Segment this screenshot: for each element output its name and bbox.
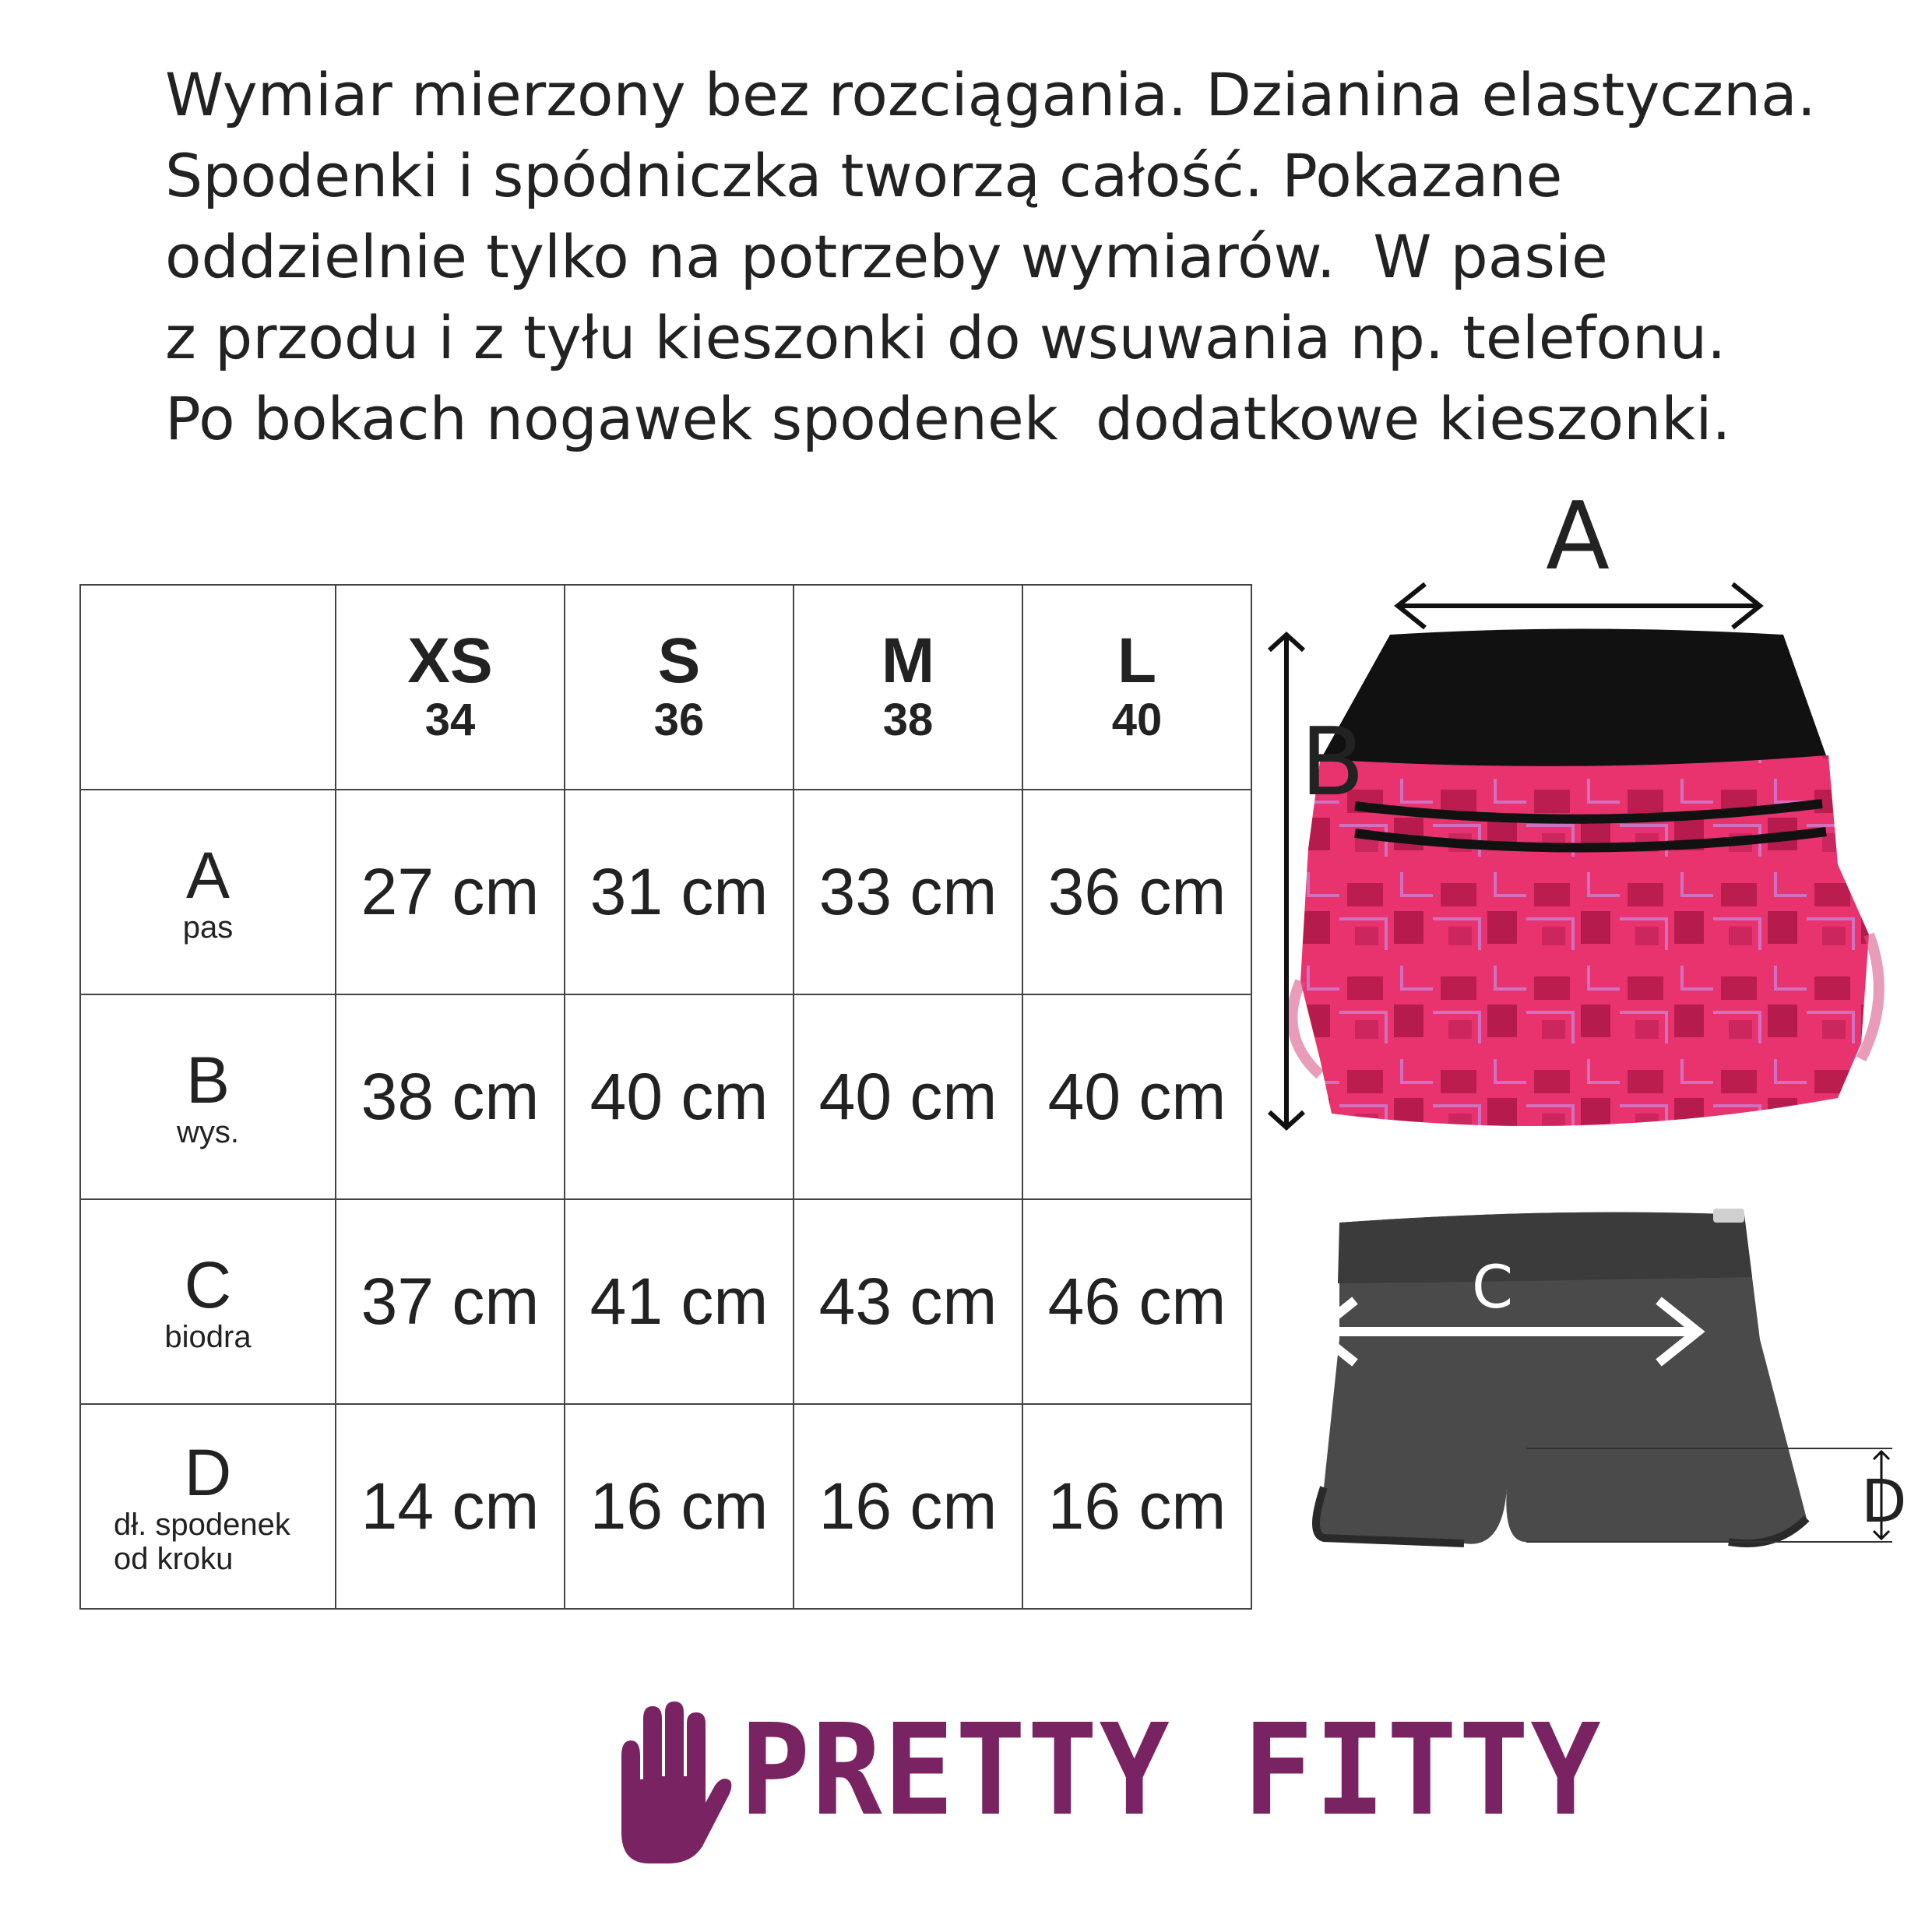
dimension-name: dł. spodenek od kroku	[114, 1507, 290, 1576]
dimension-name: wys.	[177, 1114, 239, 1149]
table-cell: 14 cm	[336, 1404, 565, 1609]
brand-name: PRETTY FITTY	[740, 1698, 1603, 1844]
size-label: M	[881, 625, 935, 696]
size-header-xs	[336, 585, 565, 790]
size-header-m	[794, 585, 1022, 790]
table-cell: 40 cm	[1022, 994, 1251, 1199]
row-header	[80, 790, 336, 994]
table-row-d	[80, 1404, 1251, 1609]
size-label: L	[1117, 625, 1157, 696]
size-header-l	[1022, 585, 1251, 790]
skirt-illustration	[1246, 498, 1916, 1184]
label-a: A	[1546, 483, 1610, 591]
table-cell: 43 cm	[794, 1199, 1022, 1404]
intro-line: Spodenki i spódniczka tworzą całość. Pokazane	[165, 141, 1563, 210]
intro-line: Po bokach nogawek spodenek dodatkowe kieszonki.	[165, 384, 1731, 453]
dimension-letter: A	[185, 838, 231, 912]
size-table	[79, 584, 1252, 1610]
label-d: D	[1861, 1466, 1907, 1536]
table-cell: 27 cm	[336, 790, 565, 994]
dimension-name: pas	[182, 910, 234, 945]
table-cell: 36 cm	[1022, 790, 1251, 994]
size-eu: 38	[882, 694, 934, 745]
dimension-letter: C	[184, 1248, 232, 1321]
table-cell: 41 cm	[565, 1199, 794, 1404]
table-row-b	[80, 994, 1251, 1199]
row-header	[80, 1404, 336, 1609]
size-label: XS	[407, 625, 493, 696]
skirt-waistband	[1321, 629, 1826, 766]
dimension-letter: D	[184, 1435, 232, 1509]
dimension-name: biodra	[164, 1319, 252, 1354]
table-cell: 16 cm	[565, 1404, 794, 1609]
size-header-row	[80, 585, 1251, 790]
intro-line: Wymiar mierzony bez rozciągania. Dzianina elastyczna.	[165, 60, 1816, 129]
table-cell: 16 cm	[1022, 1404, 1251, 1609]
table-cell: 46 cm	[1022, 1199, 1251, 1404]
size-eu: 36	[653, 694, 705, 745]
size-label: S	[657, 625, 701, 696]
table-cell: 33 cm	[794, 790, 1022, 994]
table-cell: 31 cm	[565, 790, 794, 994]
size-eu: 40	[1111, 694, 1163, 745]
table-cell: 16 cm	[794, 1404, 1022, 1609]
table-cell: 40 cm	[794, 994, 1022, 1199]
hand-logo-icon	[600, 1701, 732, 1865]
label-b: B	[1300, 709, 1365, 817]
table-cell: 37 cm	[336, 1199, 565, 1404]
table-cell: 40 cm	[565, 994, 794, 1199]
shorts-illustration	[1293, 1191, 1908, 1573]
row-header	[80, 994, 336, 1199]
intro-line: oddzielnie tylko na potrzeby wymiarów. W pasie	[165, 222, 1608, 291]
table-row-a	[80, 790, 1251, 994]
label-c: C	[1472, 1252, 1514, 1321]
size-header-s	[565, 585, 794, 790]
table-cell: 38 cm	[336, 994, 565, 1199]
row-header	[80, 1199, 336, 1404]
table-row-c	[80, 1199, 1251, 1404]
intro-text	[165, 55, 1816, 459]
intro-line: z przodu i z tyłu kieszonki do wsuwania np. telefonu.	[165, 303, 1726, 372]
size-eu: 34	[424, 694, 476, 745]
corner-cell	[80, 585, 336, 790]
dimension-letter: B	[185, 1043, 231, 1117]
